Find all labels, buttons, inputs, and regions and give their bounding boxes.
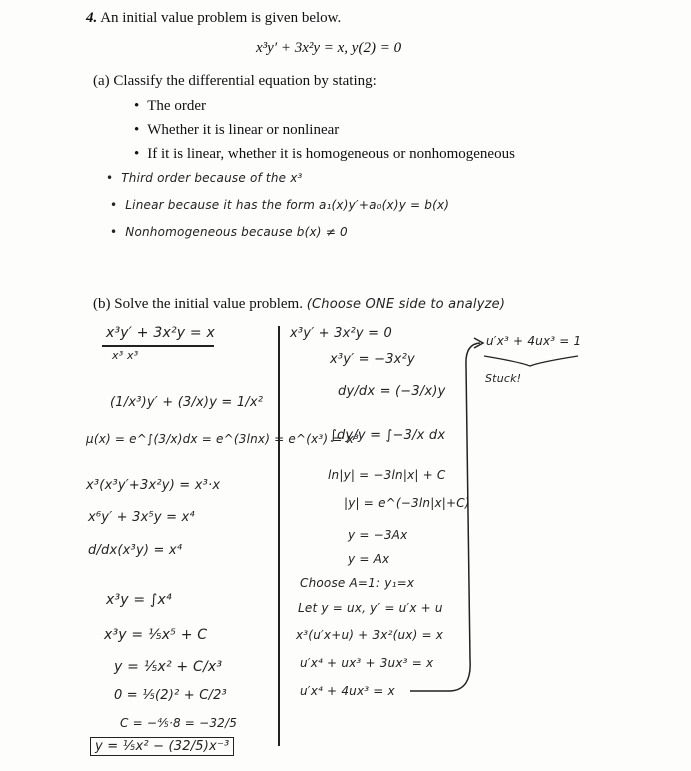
part-b-prompt — [93, 296, 505, 313]
answer-nonhomogeneous: • Nonhomogeneous because b(x) ≠ 0 — [110, 225, 348, 239]
middle-step-13: u′x⁴ + 4ux³ = x — [300, 684, 395, 698]
part-a-bullet-homogeneous: • If it is linear, whether it is homogeneous or nonhomogeneous — [134, 146, 515, 163]
middle-step-12: u′x⁴ + ux³ + 3ux³ = x — [300, 656, 434, 670]
problem-number: 4. — [86, 10, 98, 26]
left-step-9: x³y = ⅕x⁵ + C — [104, 627, 208, 643]
middle-step-3: dy/dx = (−3/x)y — [338, 384, 446, 399]
answer-linear: • Linear because it has the form a₁(x)y′+a₀(x)y = b(x) — [110, 198, 449, 212]
part-b-prompt-text: (b) Solve the initial value problem. — [93, 296, 303, 312]
part-a-bullet-order: • The order — [134, 98, 206, 115]
left-step-3: (1/x³)y′ + (3/x)y = 1/x² — [110, 395, 264, 410]
left-step-12: C = −⅘·8 = −32/5 — [120, 716, 238, 730]
left-step-5: x³(x³y′+3x²y) = x³·x — [86, 478, 221, 493]
left-step-4: μ(x) = e^∫(3/x)dx = e^(3lnx) = e^(x³) = x³ — [86, 432, 359, 446]
right-step-1: u′x³ + 4ux³ = 1 — [486, 334, 582, 348]
middle-step-6: |y| = e^(−3ln|x|+C) — [344, 496, 470, 510]
left-step-6: x⁶y′ + 3x⁵y = x⁴ — [88, 510, 195, 525]
left-step-7: d/dx(x³y) = x⁴ — [88, 543, 183, 558]
problem-equation: x³y′ + 3x²y = x, y(2) = 0 — [256, 40, 402, 56]
final-answer: y = ⅕x² − (32/5)x⁻³ — [90, 737, 234, 756]
left-step-8: x³y = ∫x⁴ — [106, 592, 172, 608]
answer-order: • Third order because of the x³ — [106, 171, 303, 185]
left-step-1: x³y′ + 3x²y = x — [106, 325, 215, 341]
middle-step-9: Choose A=1: y₁=x — [300, 576, 415, 590]
stuck-note: Stuck! — [485, 372, 522, 385]
middle-step-11: x³(u′x+u) + 3x²(ux) = x — [296, 628, 444, 642]
middle-step-10: Let y = ux, y′ = u′x + u — [298, 601, 443, 615]
left-step-2: x³ x³ — [112, 349, 139, 362]
left-step-10: y = ⅕x² + C/x³ — [114, 659, 223, 675]
middle-step-4: ∫dy/y = ∫−3/x dx — [330, 428, 446, 443]
left-step-11: 0 = ⅕(2)² + C/2³ — [114, 688, 227, 703]
middle-step-5: ln|y| = −3ln|x| + C — [328, 468, 446, 482]
column-divider — [278, 326, 280, 746]
middle-step-1: x³y′ + 3x²y = 0 — [290, 326, 393, 341]
problem-intro: An initial value problem is given below. — [100, 10, 342, 26]
problem-header — [86, 10, 341, 27]
middle-step-8: y = Ax — [348, 552, 390, 566]
middle-step-2: x³y′ = −3x²y — [330, 352, 415, 367]
left-fraction-bar — [102, 345, 214, 347]
part-a-prompt: (a) Classify the differential equation by stating: — [93, 73, 377, 89]
middle-step-7: y = −3Ax — [348, 528, 408, 542]
part-a-bullet-linear: • Whether it is linear or nonlinear — [134, 122, 339, 139]
part-b-note: (Choose ONE side to analyze) — [306, 297, 506, 312]
